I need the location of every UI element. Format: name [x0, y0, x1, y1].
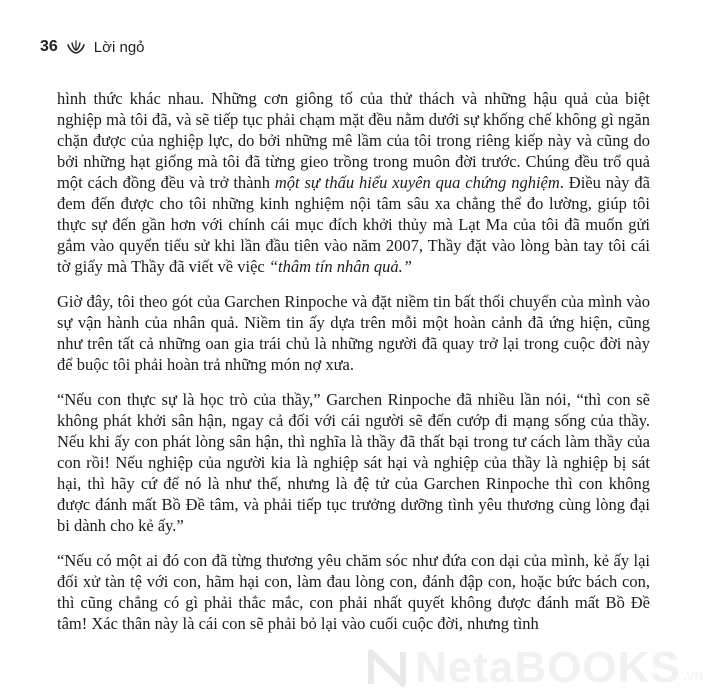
watermark — [365, 642, 703, 694]
paragraph-1-italic-b: “thâm tín nhân quả.” — [268, 257, 412, 276]
paragraph-1 — [57, 88, 650, 277]
paragraph-4: “Nếu có một ai đó con đã từng thương yêu chăm sóc như đứa con dại của mình, kẻ ấy lại đối xử tàn tệ với con, hãm hại con, làm đau lòng con, đánh đập con, hoặc bức bách con, thì cũng chẳng có gì phải thắc mắc, con phải nhất quyết không được đánh mất Bồ Đề tâm! Xác thân này là cái con sẽ phải bỏ lại vào cuối cuộc đời, nhưng tình — [57, 551, 650, 633]
page-header — [40, 36, 145, 58]
body-text — [57, 88, 650, 648]
netabooks-logo-icon — [365, 646, 409, 690]
watermark-suffix: .vn — [682, 667, 703, 684]
paragraph-3: “Nếu con thực sự là học trò của thầy,” Garchen Rinpoche đã nhiều lần nói, “thì con sẽ không phát khởi sân hận, ngay cả đối với cái người sẽ đến cướp đi mạng sống của thầy. Nếu khi ấy con phát lòng sân hận, thì nghĩa là thầy đã thất bại trong tư cách làm thầy của con rồi! Nếu nghiệp của người kia là nghiệp sát hại và nghiệp của thầy là nghiệp bị sát hại, thì hãy cứ để nó là như thế, nhưng là đệ tử của Garchen Rinpoche thì con không được đánh mất Bồ Đề tâm, và phải tiếp tục trưởng dưỡng tình yêu thương cùng lòng đại bi dành cho kẻ ấy.” — [57, 390, 650, 535]
paragraph-1-italic-a: một sự thấu hiểu xuyên qua chứng nghiệm — [274, 173, 560, 192]
lotus-ornament-icon — [66, 39, 86, 55]
page-number: 36 — [40, 38, 58, 55]
paragraph-1-text-b: . Điều này đã đem đến được cho tôi những kinh nghiệm nội tâm sâu xa chẳng thể đo lường, giúp tôi thực sự đến gần hơn với chính cái mục đích khởi thủy mà Lạt Ma của tôi đã muốn gửi gắm vào quyển tiểu sử khi lần đầu tiên vào năm 2007, Thầy đặt vào lòng bàn tay tôi cái tờ giấy mà Thầy đã viết về việc — [57, 173, 650, 276]
watermark-text: NetaBOOKS — [415, 643, 681, 692]
chapter-title: Lời ngỏ — [93, 38, 145, 56]
paragraph-2: Giờ đây, tôi theo gót của Garchen Rinpoche và đặt niềm tin bất thối chuyển của mình vào sự vận hành của nhân quả. Niềm tin ấy dựa trên mỗi một hoàn cảnh đã ứng hiện, cũng như trên tất cả những oan gia trái chủ là những người đã quay trở lại trong cuộc đời này để buộc tôi phải hoàn trả những món nợ xưa. — [57, 292, 650, 374]
paragraph-1-text-a: hình thức khác nhau. Những cơn giông tố của thử thách và những hậu quả của biệt nghiệp mà tôi đã, và sẽ tiếp tục phải chạm mặt đều nằm dưới sự khống chế không gì ngăn chặn được của nghiệp lực, do bởi những mê lầm của tôi trong riêng kiếp này và cũng do bởi những hạt giống mà tôi đã từng gieo trồng trong muôn đời trước. Chúng đều trổ quả một cách đồng đều và trở thành — [57, 89, 650, 192]
